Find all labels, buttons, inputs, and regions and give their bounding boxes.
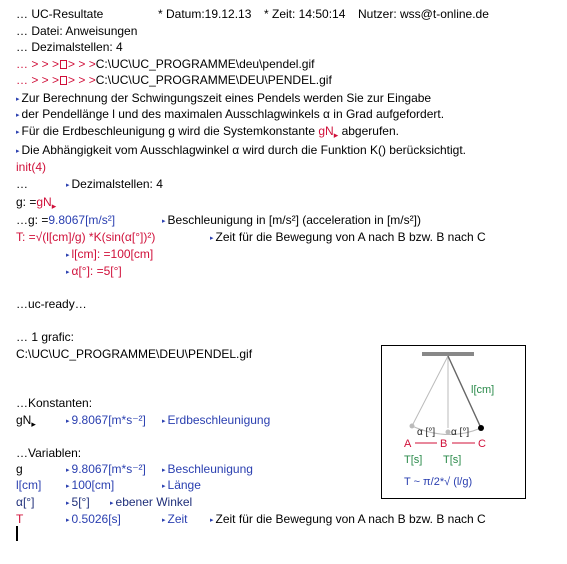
arrow-prefix-2: > > > <box>68 73 96 87</box>
constant-desc: ▸ Erdbeschleunigung <box>162 413 271 427</box>
gn-constant: $gN_▸$ <box>36 195 57 211</box>
desc-text: Zur Berechnung der Schwingungszeit eines Pendels werden Sie zur Eingabe <box>21 91 432 105</box>
alpha-assign-line: ▸ α[°]: =5[°] <box>66 264 122 278</box>
bullet-icon: ▸ <box>66 467 70 474</box>
dez-line-2-prefix: … <box>16 177 28 191</box>
gn-constant: $gN_▸$ <box>318 124 339 140</box>
bullet-icon: ▸ <box>162 483 166 490</box>
text-cursor[interactable] <box>16 526 18 541</box>
constant-value: ▸ 9.8067[m*s⁻²] <box>66 413 146 427</box>
variables-heading: …Variablen: <box>16 446 82 460</box>
variable-value: ▸ 0.5026[s] <box>66 512 121 526</box>
path-text: C:\UC\UC_PROGRAMME\DEU\PENDEL.gif <box>95 73 332 87</box>
grafic-line: … 1 grafic: <box>16 330 75 344</box>
l-assign-line: ▸ l[cm]: =100[cm] <box>66 247 154 261</box>
arrow-prefix: … > > > <box>16 57 60 71</box>
variable-desc: ▸ Zeit <box>162 512 188 526</box>
bullet-icon: ▸ <box>16 96 20 103</box>
point-a-label: A <box>404 438 412 450</box>
time-left-label: T[s] <box>404 454 423 466</box>
left-line <box>412 356 448 426</box>
desc-line-2 <box>16 107 444 123</box>
header-time: * Zeit: 14:50:14 <box>264 7 346 21</box>
variable-name: l[cm] <box>16 478 42 492</box>
desc-text: Für die Erdbeschleunigung g wird die Systemkonstante <box>21 124 316 138</box>
bullet-icon: ▸ <box>66 418 70 425</box>
bullet-icon: ▸ <box>16 112 20 119</box>
desc-line-3 <box>16 124 399 142</box>
period-formula: T ~ π/2*√ (l/g) <box>404 476 473 488</box>
alpha-left-label: α [°] <box>417 427 436 438</box>
bullet-icon: ▸ <box>66 269 70 276</box>
header-date: * Datum:19.12.13 <box>158 7 252 21</box>
bullet-icon: ▸ <box>110 500 114 507</box>
t-formula-line: T: =√(l[cm]/g) *K(sin(α[°])²) <box>16 230 156 244</box>
pendulum-diagram <box>382 346 525 498</box>
variable-name: α[°] <box>16 495 35 509</box>
bullet-icon: ▸ <box>66 182 70 189</box>
init-line: init(4) <box>16 160 47 174</box>
g-description: ▸ Beschleunigung in [m/s²] (acceleration in [m/s²]) <box>162 213 421 227</box>
square-icon <box>60 76 67 85</box>
desc-text: abgerufen. <box>341 124 399 138</box>
center-bob <box>446 430 451 435</box>
constant-row: $gN_▸$ <box>16 413 36 429</box>
bullet-icon: ▸ <box>66 500 70 507</box>
dez-line-2: ▸ Dezimalstellen: 4 <box>66 177 163 191</box>
variable-value: ▸ 100[cm] <box>66 478 115 492</box>
path-text: C:\UC\UC_PROGRAMME\deu\pendel.gif <box>95 57 315 71</box>
variable-desc: ▸ ebener Winkel <box>110 495 193 509</box>
bullet-icon: ▸ <box>162 467 166 474</box>
header-user: Nutzer: wss@t-online.de <box>358 7 489 21</box>
header-title: … UC-Resultate <box>16 7 104 21</box>
right-bob <box>478 425 484 431</box>
constants-heading: …Konstanten: <box>16 396 93 410</box>
bullet-icon: ▸ <box>210 235 214 242</box>
bullet-icon: ▸ <box>66 517 70 524</box>
point-c-label: C <box>478 438 486 450</box>
point-b-label: B <box>440 438 448 450</box>
bullet-icon: ▸ <box>162 418 166 425</box>
desc-text: Die Abhängigkeit vom Ausschlagwinkel α wird durch die Funktion K() berücksichtigt. <box>21 143 466 157</box>
decimals-line: … Dezimalstellen: 4 <box>16 40 123 54</box>
bullet-icon: ▸ <box>66 252 70 259</box>
desc-text: der Pendellänge l und des maximalen Ausschlagwinkels α in Grad aufgefordert. <box>21 107 445 121</box>
file-line: … Datei: Anweisungen <box>16 24 138 38</box>
variable-value: ▸ 5[°] <box>66 495 90 509</box>
variable-desc-2: ▸ Zeit für die Bewegung von A nach B bzw. B nach C <box>210 512 486 526</box>
variable-desc: ▸ Beschleunigung <box>162 462 253 476</box>
grafic-path-line: C:\UC\UC_PROGRAMME\DEU\PENDEL.gif <box>16 347 253 361</box>
path-line-1 <box>16 57 314 71</box>
bullet-icon: ▸ <box>162 517 166 524</box>
variable-name: T <box>16 512 24 526</box>
length-label: l[cm] <box>471 384 495 396</box>
alpha-right-label: α [°] <box>451 427 470 438</box>
path-line-2 <box>16 73 332 87</box>
bullet-icon: ▸ <box>162 218 166 225</box>
ready-line: …uc-ready… <box>16 297 87 311</box>
bullet-icon: ▸ <box>210 517 214 524</box>
time-right-label: T[s] <box>443 454 462 466</box>
t-description: ▸ Zeit für die Bewegung von A nach B bzw. B nach C <box>210 230 486 244</box>
bullet-icon: ▸ <box>16 148 20 155</box>
desc-line-4 <box>16 143 466 159</box>
g-assign-line: g: $=gN_▸$ <box>16 195 57 211</box>
arrow-prefix-2: > > > <box>68 57 96 71</box>
variable-desc: ▸ Länge <box>162 478 201 492</box>
ceiling-mount <box>422 352 474 356</box>
square-icon <box>60 60 67 69</box>
arrow-prefix: … > > > <box>16 73 60 87</box>
variable-name: g <box>16 462 23 476</box>
bullet-icon: ▸ <box>16 129 20 136</box>
g-value-line: …g: =9.8067[m/s²] <box>16 213 116 227</box>
bullet-icon: ▸ <box>66 483 70 490</box>
pendulum-figure <box>381 345 526 499</box>
desc-line-1 <box>16 91 431 107</box>
variable-value: ▸ 9.8067[m*s⁻²] <box>66 462 146 476</box>
left-bob <box>410 424 415 429</box>
